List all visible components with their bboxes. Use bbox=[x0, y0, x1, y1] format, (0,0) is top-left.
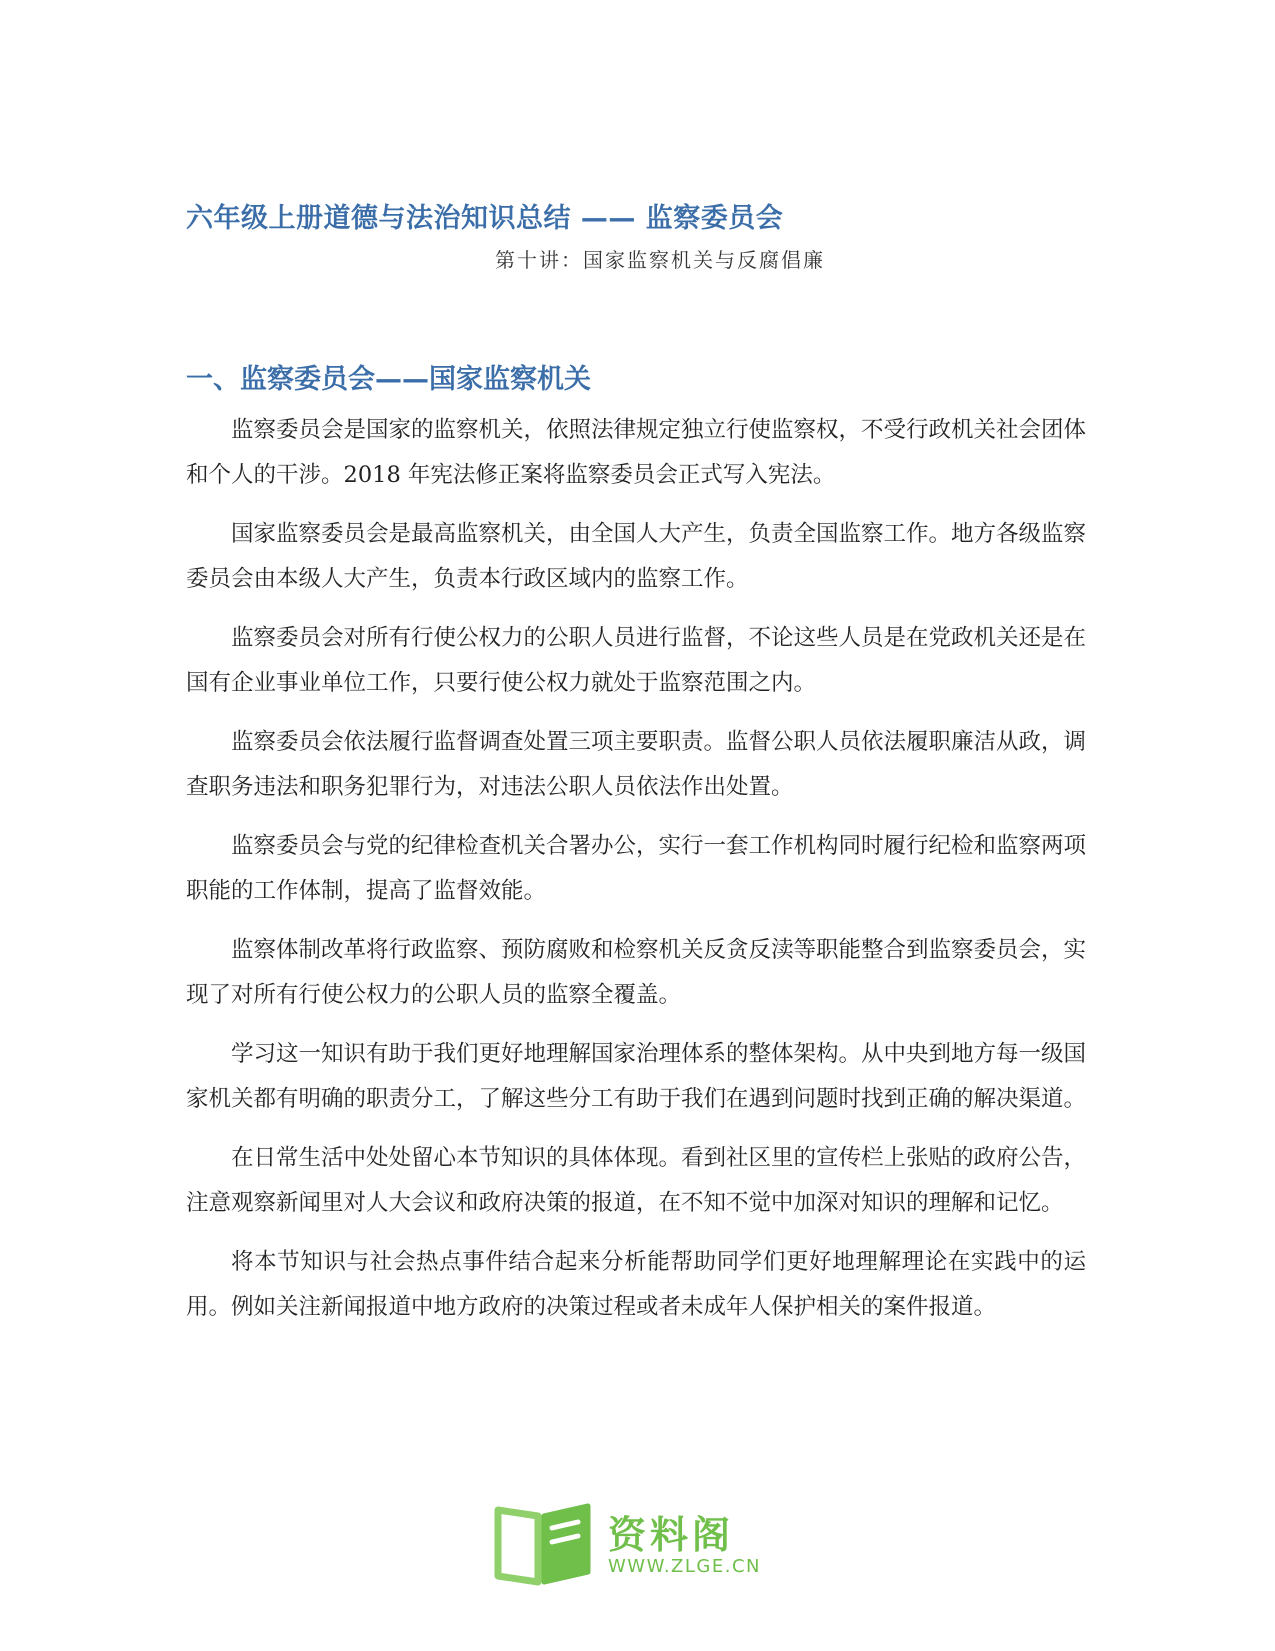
paragraph-3: 监察委员会对所有行使公权力的公职人员进行监督，不论这些人员是在党政机关还是在国有企业事业单位工作，只要行使公权力就处于监察范围之内。 bbox=[186, 625, 1087, 696]
paragraph-4: 监察委员会依法履行监督调查处置三项主要职责。监督公职人员依法履职廉洁从政，调查职务违法和职务犯罪行为，对违法公职人员依法作出处置。 bbox=[186, 729, 1087, 800]
open-book-icon bbox=[488, 1498, 600, 1588]
paragraph-7: 学习这一知识有助于我们更好地理解国家治理体系的整体架构。从中央到地方每一级国家机关都有明确的职责分工，了解这些分工有助于我们在遇到问题时找到正确的解决渠道。 bbox=[186, 1041, 1087, 1112]
site-logo bbox=[488, 1498, 778, 1598]
document-subtitle: 第十讲：国家监察机关与反腐倡廉 bbox=[495, 248, 825, 272]
logo-name: 资料阁 bbox=[608, 1513, 735, 1557]
logo-url: WWW.ZLGE.CN bbox=[608, 1556, 761, 1577]
document-title: 六年级上册道德与法治知识总结 —— 监察委员会 bbox=[186, 203, 784, 234]
paragraph-1: 监察委员会是国家的监察机关，依照法律规定独立行使监察权，不受行政机关社会团体和个人的干涉。2018 年宪法修正案将监察委员会正式写入宪法。 bbox=[186, 417, 1087, 488]
paragraph-2: 国家监察委员会是最高监察机关，由全国人大产生，负责全国监察工作。地方各级监察委员会由本级人大产生，负责本行政区域内的监察工作。 bbox=[186, 521, 1087, 592]
paragraph-5: 监察委员会与党的纪律检查机关合署办公，实行一套工作机构同时履行纪检和监察两项职能的工作体制，提高了监督效能。 bbox=[186, 833, 1087, 904]
paragraph-9: 将本节知识与社会热点事件结合起来分析能帮助同学们更好地理解理论在实践中的运用。例如关注新闻报道中地方政府的决策过程或者未成年人保护相关的案件报道。 bbox=[186, 1249, 1086, 1320]
paragraph-6: 监察体制改革将行政监察、预防腐败和检察机关反贪反渎等职能整合到监察委员会，实现了对所有行使公权力的公职人员的监察全覆盖。 bbox=[186, 937, 1087, 1008]
paragraph-8: 在日常生活中处处留心本节知识的具体体现。看到社区里的宣传栏上张贴的政府公告，注意观察新闻里对人大会议和政府决策的报道，在不知不觉中加深对知识的理解和记忆。 bbox=[186, 1145, 1087, 1216]
body-text bbox=[186, 408, 1086, 1344]
section-heading: 一、监察委员会——国家监察机关 bbox=[186, 364, 591, 395]
